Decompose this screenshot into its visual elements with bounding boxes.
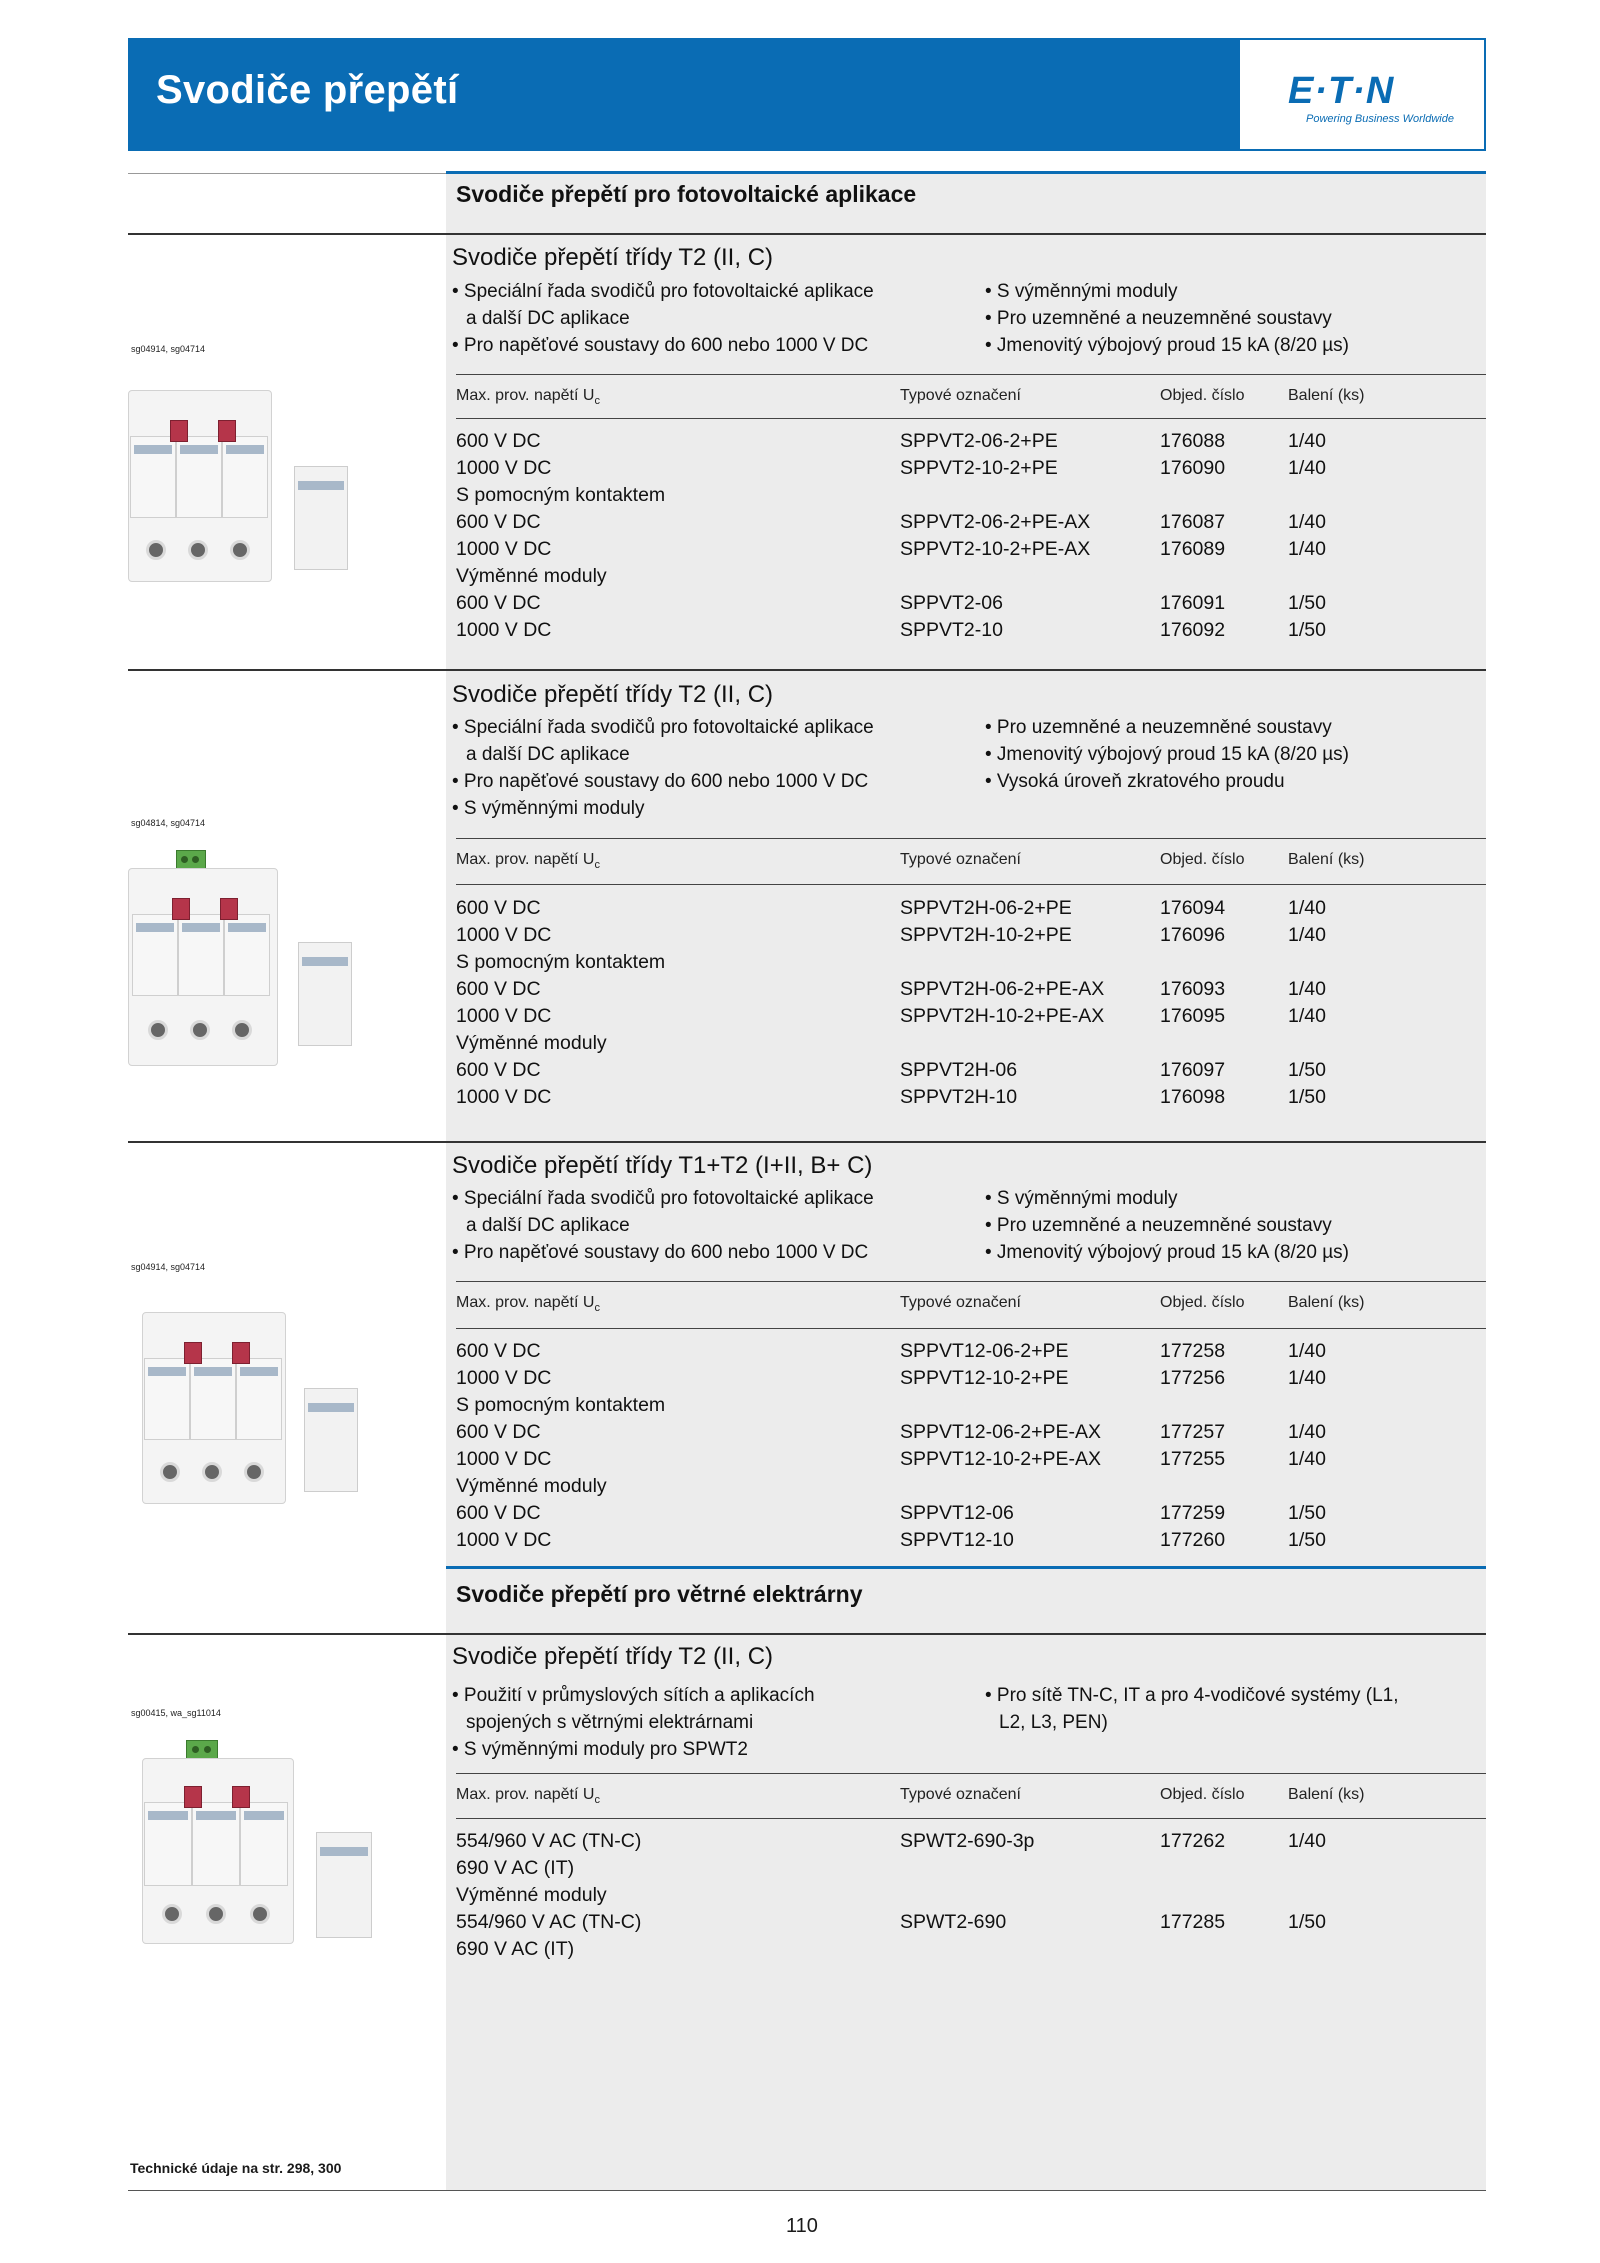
table-cell: SPPVT2-06 xyxy=(900,592,1003,614)
arrester-module xyxy=(178,914,224,996)
col-header-voltage: Max. prov. napětí $U_c$ xyxy=(456,851,600,872)
table-cell: 176090 xyxy=(1160,457,1226,479)
product-image xyxy=(128,1740,398,1950)
bullet-item: • Pro uzemněné a neuzemněné soustavy xyxy=(985,1215,1332,1236)
spare-module xyxy=(316,1832,372,1938)
table-cell: 177259 xyxy=(1160,1502,1226,1524)
col-header-order: Objed. číslo xyxy=(1160,851,1245,868)
table-cell: 1000 V DC xyxy=(456,1005,552,1027)
table-cell: 177285 xyxy=(1160,1911,1226,1933)
terminal-hole xyxy=(202,1462,222,1482)
table-cell: 1/50 xyxy=(1288,1086,1326,1108)
block-subtitle: Svodiče přepětí třídy T2 (II, C) xyxy=(452,1643,774,1670)
table-cell: SPPVT2-06-2+PE-AX xyxy=(900,511,1091,533)
table-cell: 1/50 xyxy=(1288,1529,1326,1551)
arrester-module xyxy=(176,436,222,518)
bullet-item: • S výměnnými moduly xyxy=(985,281,1178,302)
section-title-pv: Svodiče přepětí pro fotovoltaické aplikace xyxy=(456,181,917,207)
terminal-hole xyxy=(160,1462,180,1482)
table-cell: 600 V DC xyxy=(456,511,541,533)
table-cell: 177258 xyxy=(1160,1340,1226,1362)
bullet-item: • Jmenovitý výbojový proud 15 kA (8/20 µs) xyxy=(985,335,1349,356)
bullet-item: • Speciální řada svodičů pro fotovoltaické aplikace xyxy=(452,281,874,302)
col-header-type: Typové označení xyxy=(900,387,1021,404)
bullet-item: • Pro napěťové soustavy do 600 nebo 1000 V DC xyxy=(452,1242,869,1263)
table-cell: 1/40 xyxy=(1288,457,1326,479)
bullets-right xyxy=(985,1185,1349,1266)
table-rule xyxy=(456,374,1486,375)
table-cell: SPPVT12-06 xyxy=(900,1502,1014,1524)
image-code: sg04914, sg04714 xyxy=(131,1262,206,1272)
table-cell: 1000 V DC xyxy=(456,1448,552,1470)
col-header-type: Typové označení xyxy=(900,1294,1021,1311)
terminal-hole xyxy=(146,540,166,560)
arrester-module xyxy=(222,436,268,518)
table-cell: 176093 xyxy=(1160,978,1226,1000)
table-cell: SPPVT12-10-2+PE-AX xyxy=(900,1448,1102,1470)
table-cell: 1/40 xyxy=(1288,1448,1326,1470)
table-cell: 1000 V DC xyxy=(456,619,552,641)
red-handle xyxy=(172,898,190,920)
block-divider xyxy=(128,1141,1486,1143)
table-cell: 176089 xyxy=(1160,538,1226,560)
table-cell: 1000 V DC xyxy=(456,924,552,946)
table-cell: 1/40 xyxy=(1288,1367,1326,1389)
bullet-item: a další DC aplikace xyxy=(466,744,630,765)
bullet-item: • Pro uzemněné a neuzemněné soustavy xyxy=(985,717,1332,738)
table-cell: 176097 xyxy=(1160,1059,1226,1081)
product-image xyxy=(128,1310,388,1510)
terminal-hole xyxy=(244,1462,264,1482)
bullets-right xyxy=(985,1682,1399,1736)
table-cell: Výměnné moduly xyxy=(456,1475,607,1497)
bullets-left xyxy=(452,1682,815,1763)
table-cell: 600 V DC xyxy=(456,978,541,1000)
table-cell: Výměnné moduly xyxy=(456,1884,607,1906)
table-cell: 600 V DC xyxy=(456,1421,541,1443)
bullet-item: • Vysoká úroveň zkratového proudu xyxy=(985,771,1285,792)
section-divider xyxy=(446,1566,1486,1569)
table-cell: 1/50 xyxy=(1288,1502,1326,1524)
red-handle xyxy=(220,898,238,920)
red-handle xyxy=(218,420,236,442)
eaton-logo xyxy=(1238,38,1486,151)
bullets-right xyxy=(985,714,1349,795)
arrester-module xyxy=(224,914,270,996)
bullets-right xyxy=(985,278,1349,359)
table-cell: 176091 xyxy=(1160,592,1226,614)
col-header-type: Typové označení xyxy=(900,1786,1021,1803)
terminal-hole xyxy=(232,1020,252,1040)
spare-module xyxy=(294,466,348,570)
table-cell: 1/40 xyxy=(1288,430,1326,452)
table-cell: Výměnné moduly xyxy=(456,1032,607,1054)
table-cell: SPPVT12-06-2+PE xyxy=(900,1340,1069,1362)
table-cell: 1/40 xyxy=(1288,897,1326,919)
table-cell: 1/40 xyxy=(1288,1421,1326,1443)
bullet-item: • Jmenovitý výbojový proud 15 kA (8/20 µs) xyxy=(985,744,1349,765)
table-rule xyxy=(456,1328,1486,1329)
table-rule xyxy=(456,884,1486,885)
bullet-item: • Speciální řada svodičů pro fotovoltaické aplikace xyxy=(452,717,874,738)
terminal-hole xyxy=(250,1904,270,1924)
table-cell: 1/40 xyxy=(1288,924,1326,946)
bullet-item: • S výměnnými moduly pro SPWT2 xyxy=(452,1739,748,1760)
footer-divider xyxy=(128,2190,1486,2191)
arrester-module xyxy=(240,1802,288,1886)
spare-module xyxy=(304,1388,358,1492)
col-header-order: Objed. číslo xyxy=(1160,387,1245,404)
image-code: sg04914, sg04714 xyxy=(131,344,206,354)
arrester-module xyxy=(130,436,176,518)
table-cell: 1/50 xyxy=(1288,1059,1326,1081)
table-cell: 176098 xyxy=(1160,1086,1226,1108)
table-cell: 1/40 xyxy=(1288,1340,1326,1362)
table-cell: 600 V DC xyxy=(456,1502,541,1524)
red-handle xyxy=(184,1342,202,1364)
table-cell: SPPVT2H-06 xyxy=(900,1059,1018,1081)
table-cell: SPWT2-690-3p xyxy=(900,1830,1035,1852)
arrester-module xyxy=(132,914,178,996)
terminal-hole xyxy=(190,1020,210,1040)
table-cell: SPPVT12-06-2+PE-AX xyxy=(900,1421,1102,1443)
table-cell: 176096 xyxy=(1160,924,1226,946)
table-cell: SPPVT2H-10-2+PE xyxy=(900,924,1072,946)
block-subtitle: Svodiče přepětí třídy T2 (II, C) xyxy=(452,681,774,708)
block-subtitle: Svodiče přepětí třídy T2 (II, C) xyxy=(452,244,774,271)
table-cell: SPPVT2-10 xyxy=(900,619,1003,641)
table-cell: 1/40 xyxy=(1288,1830,1326,1852)
bullets-left xyxy=(452,1185,874,1266)
image-code: sg04814, sg04714 xyxy=(131,818,206,828)
bullet-item: • S výměnnými moduly xyxy=(452,798,645,819)
block-divider xyxy=(128,1633,1486,1635)
col-header-voltage: Max. prov. napětí $U_c$ xyxy=(456,1294,600,1315)
table-cell: S pomocným kontaktem xyxy=(456,484,666,506)
table-cell: 177256 xyxy=(1160,1367,1226,1389)
table-cell: S pomocným kontaktem xyxy=(456,951,666,973)
spare-module xyxy=(298,942,352,1046)
table-cell: 1000 V DC xyxy=(456,538,552,560)
table-cell: SPPVT2H-10-2+PE-AX xyxy=(900,1005,1105,1027)
table-cell: 1/40 xyxy=(1288,1005,1326,1027)
table-cell: SPPVT2H-06-2+PE xyxy=(900,897,1072,919)
table-cell: 600 V DC xyxy=(456,1340,541,1362)
image-code: sg00415, wa_sg11014 xyxy=(131,1708,221,1718)
table-cell: 554/960 V AC (TN-C) xyxy=(456,1911,642,1933)
table-cell: 690 V AC (IT) xyxy=(456,1857,575,1879)
table-cell: S pomocným kontaktem xyxy=(456,1394,666,1416)
col-header-order: Objed. číslo xyxy=(1160,1786,1245,1803)
bullet-item: • Speciální řada svodičů pro fotovoltaické aplikace xyxy=(452,1188,874,1209)
table-cell: SPPVT12-10-2+PE xyxy=(900,1367,1069,1389)
col-header-voltage: Max. prov. napětí $U_c$ xyxy=(456,387,600,408)
table-rule xyxy=(456,1281,1486,1282)
table-cell: 600 V DC xyxy=(456,430,541,452)
red-handle xyxy=(184,1786,202,1808)
col-header-pack: Balení (ks) xyxy=(1288,387,1365,404)
technical-data-note: Technické údaje na str. 298, 300 xyxy=(130,2160,342,2176)
section-divider xyxy=(446,171,1486,174)
terminal-hole xyxy=(162,1904,182,1924)
table-cell: SPPVT2-10-2+PE-AX xyxy=(900,538,1091,560)
table-cell: 690 V AC (IT) xyxy=(456,1938,575,1960)
section-title-wind: Svodiče přepětí pro větrné elektrárny xyxy=(456,1581,863,1607)
col-header-order: Objed. číslo xyxy=(1160,1294,1245,1311)
red-handle xyxy=(232,1786,250,1808)
green-terminal-block xyxy=(176,850,206,870)
table-cell: 177260 xyxy=(1160,1529,1226,1551)
table-cell: 1000 V DC xyxy=(456,1529,552,1551)
arrester-module xyxy=(236,1358,282,1440)
bullet-item: • Pro sítě TN-C, IT a pro 4-vodičové systémy (L1, xyxy=(985,1685,1399,1706)
page-number: 110 xyxy=(786,2215,818,2237)
bullet-item: • Pro napěťové soustavy do 600 nebo 1000 V DC xyxy=(452,335,869,356)
col-header-pack: Balení (ks) xyxy=(1288,1294,1365,1311)
table-rule xyxy=(456,1773,1486,1774)
block-subtitle: Svodiče přepětí třídy T1+T2 (I+II, B+ C) xyxy=(452,1152,873,1179)
bullet-item: • Pro uzemněné a neuzemněné soustavy xyxy=(985,308,1332,329)
bullet-item: • S výměnnými moduly xyxy=(985,1188,1178,1209)
table-cell: SPPVT2-10-2+PE xyxy=(900,457,1058,479)
table-cell: 176087 xyxy=(1160,511,1226,533)
arrester-module xyxy=(144,1358,190,1440)
terminal-hole xyxy=(188,540,208,560)
table-cell: 1000 V DC xyxy=(456,457,552,479)
table-cell: 177262 xyxy=(1160,1830,1226,1852)
logo-wordmark: E·T·N xyxy=(1288,70,1395,112)
table-cell: 177257 xyxy=(1160,1421,1226,1443)
product-image xyxy=(128,848,388,1058)
arrester-module xyxy=(144,1802,192,1886)
block-divider xyxy=(128,233,1486,235)
bullets-left xyxy=(452,278,874,359)
table-cell: SPWT2-690 xyxy=(900,1911,1007,1933)
table-cell: 1000 V DC xyxy=(456,1367,552,1389)
product-image xyxy=(128,390,388,590)
table-cell: 1/50 xyxy=(1288,1911,1326,1933)
arrester-module xyxy=(190,1358,236,1440)
table-cell: 600 V DC xyxy=(456,897,541,919)
bullets-left xyxy=(452,714,874,822)
col-header-voltage: Max. prov. napětí $U_c$ xyxy=(456,1786,600,1807)
table-cell: 1/40 xyxy=(1288,538,1326,560)
arrester-module xyxy=(192,1802,240,1886)
page-header xyxy=(128,38,1486,151)
table-cell: 1000 V DC xyxy=(456,1086,552,1108)
bullet-item: a další DC aplikace xyxy=(466,308,630,329)
table-cell: 600 V DC xyxy=(456,1059,541,1081)
terminal-hole xyxy=(230,540,250,560)
table-cell: 176094 xyxy=(1160,897,1226,919)
page-title: Svodiče přepětí xyxy=(156,68,459,112)
col-header-pack: Balení (ks) xyxy=(1288,1786,1365,1803)
table-rule xyxy=(456,838,1486,839)
table-cell: 177255 xyxy=(1160,1448,1226,1470)
table-cell: SPPVT2H-06-2+PE-AX xyxy=(900,978,1105,1000)
table-cell: 1/40 xyxy=(1288,511,1326,533)
table-cell: 176095 xyxy=(1160,1005,1226,1027)
logo-tagline: Powering Business Worldwide xyxy=(1306,113,1454,125)
table-cell: SPPVT2H-10 xyxy=(900,1086,1018,1108)
table-cell: 600 V DC xyxy=(456,592,541,614)
bullet-item: spojených s větrnými elektrárnami xyxy=(466,1712,754,1733)
table-cell: 1/40 xyxy=(1288,978,1326,1000)
table-rule xyxy=(456,1818,1486,1819)
table-cell: 1/50 xyxy=(1288,592,1326,614)
terminal-hole xyxy=(206,1904,226,1924)
block-divider xyxy=(128,669,1486,671)
terminal-hole xyxy=(148,1020,168,1040)
red-handle xyxy=(170,420,188,442)
bullet-item: • Použití v průmyslových sítích a aplikacích xyxy=(452,1685,815,1706)
red-handle xyxy=(232,1342,250,1364)
bullet-item: • Jmenovitý výbojový proud 15 kA (8/20 µs) xyxy=(985,1242,1349,1263)
table-cell: 1/50 xyxy=(1288,619,1326,641)
bullet-item: • Pro napěťové soustavy do 600 nebo 1000 V DC xyxy=(452,771,869,792)
left-divider xyxy=(128,173,446,174)
bullet-item: a další DC aplikace xyxy=(466,1215,630,1236)
table-cell: 176088 xyxy=(1160,430,1226,452)
green-terminal-block xyxy=(186,1740,218,1760)
table-rule xyxy=(456,418,1486,419)
table-cell: SPPVT2-06-2+PE xyxy=(900,430,1058,452)
table-cell: 176092 xyxy=(1160,619,1226,641)
col-header-type: Typové označení xyxy=(900,851,1021,868)
bullet-item: L2, L3, PEN) xyxy=(999,1712,1108,1733)
table-cell: 554/960 V AC (TN-C) xyxy=(456,1830,642,1852)
table-cell: Výměnné moduly xyxy=(456,565,607,587)
col-header-pack: Balení (ks) xyxy=(1288,851,1365,868)
table-cell: SPPVT12-10 xyxy=(900,1529,1014,1551)
